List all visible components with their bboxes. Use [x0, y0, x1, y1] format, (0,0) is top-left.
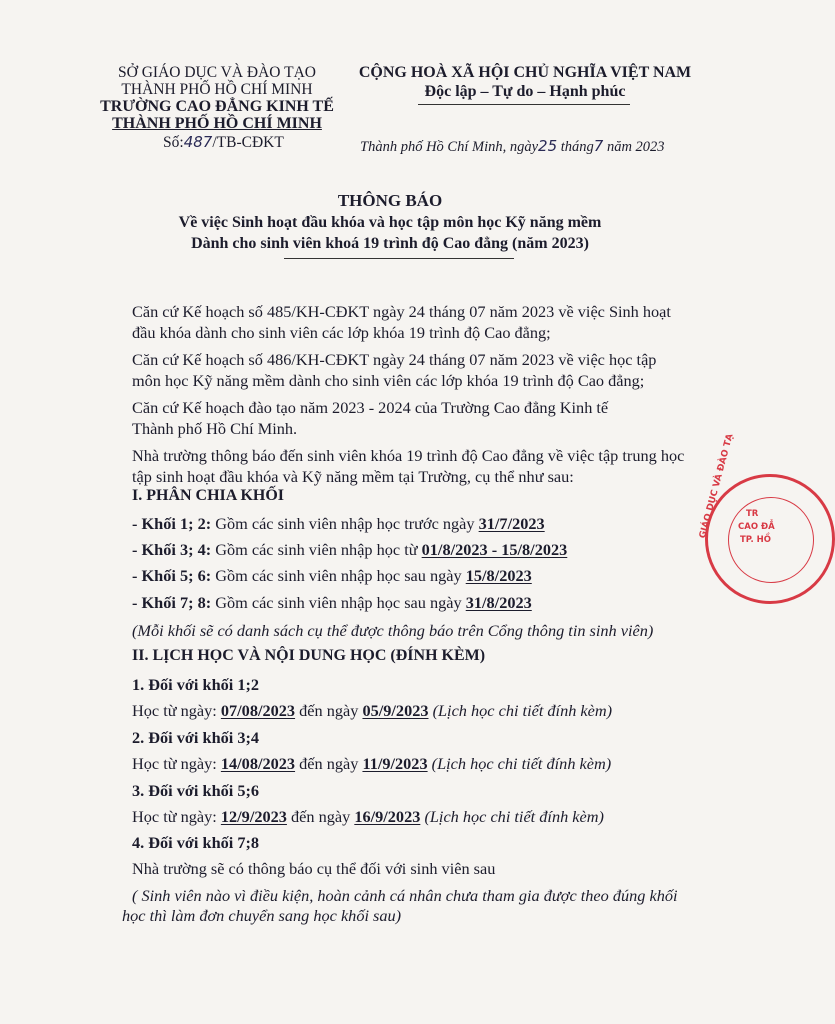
- date-day: 25: [538, 137, 558, 155]
- section-1-heading: I. PHÂN CHIA KHỐI: [132, 487, 285, 504]
- schedule-note: (Lịch học chi tiết đính kèm): [431, 754, 612, 773]
- paragraph-3-line-2: Thành phố Hồ Chí Minh.: [132, 419, 298, 438]
- school-city: THÀNH PHỐ HỒ CHÍ MINH: [112, 115, 322, 132]
- document-number: [163, 133, 284, 152]
- group-item: [132, 592, 532, 613]
- paragraph-2-line-2: môn học Kỹ năng mềm dành cho sinh viên các lớp khóa 19 trình độ Cao đẳng;: [132, 371, 645, 390]
- date-month-label: tháng: [560, 139, 594, 155]
- seal-inner-text-2: CAO ĐẲ: [738, 522, 775, 532]
- schedule-dates: [132, 753, 611, 774]
- group-item: [132, 513, 545, 534]
- from-date: 12/9/2023: [220, 807, 287, 826]
- nation-motto: Độc lập – Tự do – Hạnh phúc: [424, 83, 626, 100]
- schedule-group-title: 1. Đối với khối 1;2: [132, 675, 260, 694]
- to-label: đến ngày: [291, 807, 351, 826]
- dept-name: SỞ GIÁO DỤC VÀ ĐÀO TẠO: [118, 64, 316, 81]
- group-label: - Khối 7; 8:: [132, 593, 212, 612]
- group-text: Gồm các sinh viên nhập học trước ngày: [215, 514, 475, 533]
- seal-arc-text: GIÁO DỤC VÀ ĐÀO TẠ: [698, 432, 736, 540]
- date-prefix: Thành phố Hồ Chí Minh, ngày: [360, 139, 539, 155]
- paragraph-4-line-1: Nhà trường thông báo đến sinh viên khóa 19 trình độ Cao đẳng về việc tập trung học: [132, 446, 685, 465]
- schedule-group-title: 2. Đối với khối 3;4: [132, 728, 260, 747]
- seal-inner-text-1: TR: [746, 509, 759, 519]
- group-label: - Khối 5; 6:: [132, 566, 212, 585]
- official-seal: [698, 432, 835, 604]
- group-4-text: Nhà trường sẽ có thông báo cụ thể đối với sinh viên sau: [132, 859, 496, 878]
- date-month: 7: [593, 137, 604, 155]
- schedule-group-title: 3. Đối với khối 5;6: [132, 781, 260, 800]
- paragraph-1-line-1: Căn cứ Kế hoạch số 485/KH-CĐKT ngày 24 tháng 07 năm 2023 về việc Sinh hoạt: [132, 302, 671, 321]
- from-label: Học từ ngày:: [132, 807, 217, 826]
- group-text: Gồm các sinh viên nhập học sau ngày: [215, 566, 462, 585]
- final-note-line-2: học thì làm đơn chuyển sang học khối sau): [122, 906, 402, 925]
- schedule-note: (Lịch học chi tiết đính kèm): [432, 701, 613, 720]
- to-date: 11/9/2023: [362, 754, 428, 773]
- from-date: 14/08/2023: [220, 754, 296, 773]
- paragraph-4-line-2: tập sinh hoạt đầu khóa và Kỹ năng mềm tại Trường, cụ thể như sau:: [132, 467, 574, 486]
- section-1-note: (Mỗi khối sẽ có danh sách cụ thể được thông báo trên Cổng thông tin sinh viên): [132, 621, 654, 640]
- document-date: [360, 137, 665, 156]
- notice-audience: Dành cho sinh viên khoá 19 trình độ Cao đẳng (năm 2023): [191, 235, 589, 252]
- nation-title: CỘNG HOÀ XÃ HỘI CHỦ NGHĨA VIỆT NAM: [358, 64, 692, 81]
- doc-number-handwritten: 487: [183, 133, 213, 151]
- from-label: Học từ ngày:: [132, 754, 217, 773]
- schedule-note: (Lịch học chi tiết đính kèm): [424, 807, 604, 826]
- group-text: Gồm các sinh viên nhập học từ: [215, 540, 418, 559]
- doc-number-suffix: /TB-CĐKT: [212, 134, 284, 151]
- schedule-dates: [132, 700, 612, 721]
- doc-number-prefix: Số:: [163, 134, 184, 151]
- motto-underline: [418, 104, 630, 105]
- from-label: Học từ ngày:: [132, 701, 217, 720]
- to-date: 16/9/2023: [354, 807, 421, 826]
- final-note-line-1: ( Sinh viên nào vì điều kiện, hoàn cảnh cá nhân chưa tham gia được theo đúng khối: [132, 886, 678, 905]
- group-label: - Khối 3; 4:: [132, 540, 212, 559]
- group-date: 01/8/2023 - 15/8/2023: [421, 540, 568, 559]
- paragraph-3-line-1: Căn cứ Kế hoạch đào tạo năm 2023 - 2024 của Trường Cao đẳng Kinh tế: [132, 398, 609, 417]
- schedule-group-title: 4. Đối với khối 7;8: [132, 833, 260, 852]
- school-name: TRƯỜNG CAO ĐẲNG KINH TẾ: [100, 98, 334, 115]
- group-item: [132, 539, 567, 560]
- group-date: 15/8/2023: [465, 566, 532, 585]
- seal-inner-text-3: TP. HỒ: [740, 535, 771, 545]
- group-text: Gồm các sinh viên nhập học sau ngày: [215, 593, 462, 612]
- schedule-dates: [132, 806, 604, 827]
- group-date: 31/8/2023: [465, 593, 532, 612]
- group-item: [132, 565, 532, 586]
- section-2-heading: II. LỊCH HỌC VÀ NỘI DUNG HỌC (ĐÍNH KÈM): [132, 647, 486, 664]
- date-year: năm 2023: [606, 139, 665, 155]
- to-label: đến ngày: [299, 701, 359, 720]
- notice-subject: Về việc Sinh hoạt đầu khóa và học tập môn học Kỹ năng mềm: [178, 214, 602, 231]
- group-date: 31/7/2023: [478, 514, 545, 533]
- paragraph-1-line-2: đầu khóa dành cho sinh viên các lớp khóa 19 trình độ Cao đẳng;: [132, 323, 551, 342]
- title-underline: [284, 258, 514, 259]
- to-label: đến ngày: [299, 754, 359, 773]
- notice-title: THÔNG BÁO: [337, 191, 443, 210]
- group-label: - Khối 1; 2:: [132, 514, 212, 533]
- city-name: THÀNH PHỐ HỒ CHÍ MINH: [121, 81, 313, 98]
- paragraph-2-line-1: Căn cứ Kế hoạch số 486/KH-CĐKT ngày 24 tháng 07 năm 2023 về việc học tập: [132, 350, 657, 369]
- to-date: 05/9/2023: [362, 701, 429, 720]
- from-date: 07/08/2023: [220, 701, 296, 720]
